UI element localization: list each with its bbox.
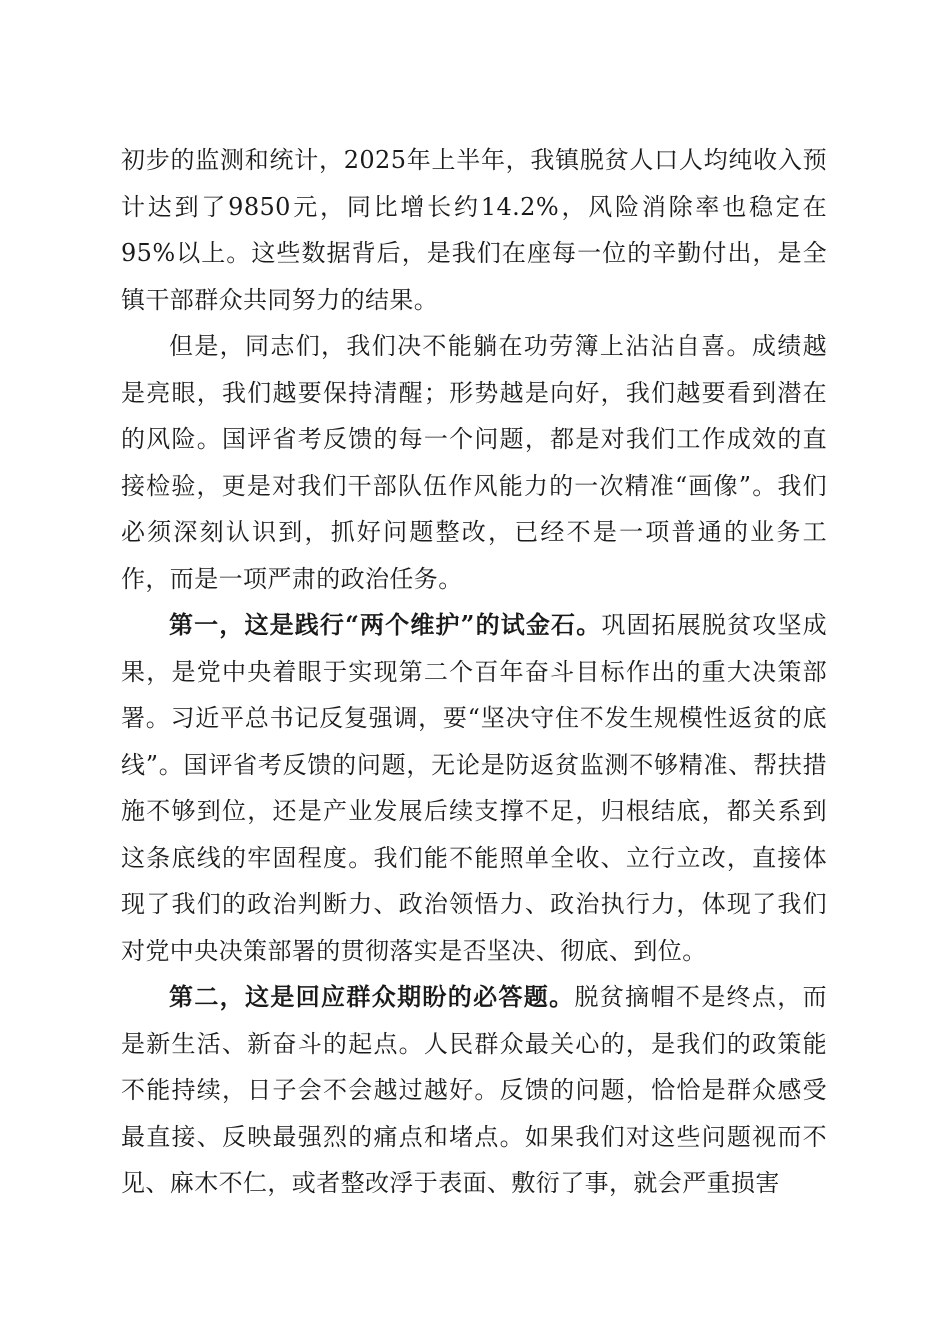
paragraph-1 xyxy=(121,137,827,323)
paragraph-4-text: 脱贫摘帽不是终点，而是新生活、新奋斗的起点。人民群众最关心的，是我们的政策能不能持续，日子会不会越过越好。反馈的问题，恰恰是群众感受最直接、反映最强烈的痛点和堵点。如果我们对这些问题视而不见、麻木不仁，或者整改浮于表面、敷衍了事，就会严重损害 xyxy=(121,983,827,1197)
document-page xyxy=(121,137,827,1207)
paragraph-2-text: 但是，同志们，我们决不能躺在功劳簿上沾沾自喜。成绩越是亮眼，我们越要保持清醒；形势越是向好，我们越要看到潜在的风险。国评省考反馈的每一个问题，都是对我们工作成效的直接检验，更是对我们干部队伍作风能力的一次精准“画像”。我们必须深刻认识到，抓好问题整改，已经不是一项普通的业务工作，而是一项严肃的政治任务。 xyxy=(121,332,827,593)
paragraph-1-text: 初步的监测和统计，2025年上半年，我镇脱贫人口人均纯收入预计达到了9850元，同比增长约14.2%，风险消除率也稳定在95%以上。这些数据背后，是我们在座每一位的辛勤付出，是全镇干部群众共同努力的结果。 xyxy=(121,146,827,314)
paragraph-3 xyxy=(121,602,827,974)
paragraph-4-lead: 第二，这是回应群众期盼的必答题。 xyxy=(169,982,575,1011)
paragraph-3-text: 巩固拓展脱贫攻坚成果，是党中央着眼于实现第二个百年奋斗目标作出的重大决策部署。习近平总书记反复强调，要“坚决守住不发生规模性返贫的底线”。国评省考反馈的问题，无论是防返贫监测不够精准、帮扶措施不够到位，还是产业发展后续支撑不足，归根结底，都关系到这条底线的牢固程度。我们能不能照单全收、立行立改，直接体现了我们的政治判断力、政治领悟力、政治执行力，体现了我们对党中央决策部署的贯彻落实是否坚决、彻底、到位。 xyxy=(121,611,827,965)
paragraph-4 xyxy=(121,974,827,1207)
paragraph-3-lead: 第一，这是践行“两个维护”的试金石。 xyxy=(169,610,602,639)
paragraph-2 xyxy=(121,323,827,602)
